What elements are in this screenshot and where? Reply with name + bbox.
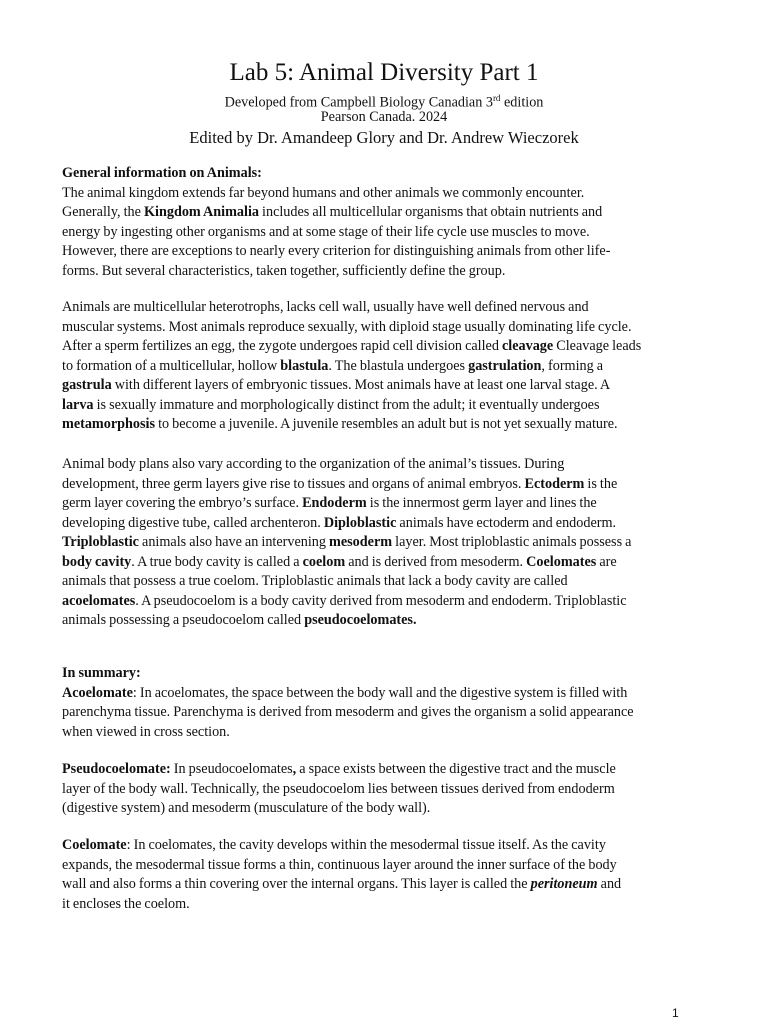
- animal-characteristics-paragraph: [62, 298, 692, 435]
- text-line: wall and also forms a thin covering over the internal organs. This layer is called the peritoneum and: [62, 876, 622, 892]
- page-number: 1: [672, 1006, 679, 1020]
- text-line: After a sperm fertilizes an egg, the zygote undergoes rapid cell division called cleavage Cleavage leads: [62, 338, 642, 354]
- text-line: germ layer covering the embryo’s surface. Endoderm is the innermost germ layer and lines the: [62, 495, 597, 511]
- text-line: Animals are multicellular heterotrophs, lacks cell wall, usually have well defined nervous and: [62, 299, 589, 315]
- publisher-line: Pearson Canada. 2024: [320, 109, 448, 125]
- text-line: layer of the body wall. Technically, the pseudocoelom lies between tissues derived from endoderm: [62, 780, 615, 797]
- source-line: Developed from Campbell Biology Canadian 3rd edition: [224, 93, 544, 111]
- text-line: to formation of a multicellular, hollow blastula. The blastula undergoes gastrulation, forming a: [62, 357, 604, 374]
- text-line: when viewed in cross section.: [62, 723, 230, 740]
- text-line: acoelomates. A pseudocoelom is a body cavity derived from mesoderm and endoderm. Triploblastic: [62, 592, 627, 609]
- text-line: Pseudocoelomate: In pseudocoelomates, a space exists between the digestive tract and the muscle: [62, 761, 616, 777]
- text-line: Triploblastic animals also have an intervening mesoderm layer. Most triploblastic animals possess a: [62, 534, 632, 550]
- page-title: Lab 5: Animal Diversity Part 1: [229, 59, 539, 86]
- text-line: Animal body plans also vary according to the organization of the animal’s tissues. During: [62, 456, 565, 472]
- text-line: expands, the mesodermal tissue forms a thin, continuous layer around the inner surface of the body: [62, 856, 617, 873]
- text-line: Acoelomate: In acoelomates, the space between the body wall and the digestive system is filled with: [62, 684, 628, 701]
- text-line: However, there are exceptions to nearly every criterion for distinguishing animals from other life-: [62, 243, 611, 259]
- text-line: it encloses the coelom.: [62, 895, 190, 912]
- text-line: energy by ingesting other organisms and at some stage of their life cycle use muscles to move.: [62, 223, 590, 240]
- text-line: development, three germ layers give rise to tissues and organs of animal embryos. Ectoderm is the: [62, 475, 618, 492]
- text-line: gastrula with different layers of embryonic tissues. Most animals have at least one larval stage. A: [62, 377, 611, 393]
- text-line: larva is sexually immature and morphologically distinct from the adult; it eventually undergoes: [62, 396, 600, 413]
- editors-line: Edited by Dr. Amandeep Glory and Dr. Andrew Wieczorek: [189, 128, 579, 147]
- summary-pseudocoelomate: [62, 760, 692, 819]
- section-heading: In summary:: [62, 665, 141, 681]
- text-line: body cavity. A true body cavity is called a coelom and is derived from mesoderm. Coelomates are: [62, 553, 617, 570]
- body-plans-paragraph: [62, 455, 692, 631]
- summary-coelomate: [62, 836, 692, 914]
- summary-acoelomate: [62, 664, 692, 742]
- text-line: parenchyma tissue. Parenchyma is derived from mesoderm and gives the organism a solid appearance: [62, 704, 634, 720]
- text-line: animals possessing a pseudocoelom called pseudocoelomates.: [62, 612, 417, 628]
- text-line: (digestive system) and mesoderm (musculature of the body wall).: [62, 800, 431, 816]
- text-line: Generally, the Kingdom Animalia includes all multicellular organisms that obtain nutrients and: [62, 204, 603, 220]
- text-line: metamorphosis to become a juvenile. A juvenile resembles an adult but is not yet sexually mature.: [62, 416, 618, 432]
- text-line: muscular systems. Most animals reproduce sexually, with diploid stage usually dominating life cycle.: [62, 318, 632, 335]
- section-heading: General information on Animals:: [62, 165, 262, 181]
- general-info-section: [62, 164, 692, 281]
- text-line: The animal kingdom extends far beyond humans and other animals we commonly encounter.: [62, 184, 585, 201]
- text-line: Coelomate: In coelomates, the cavity develops within the mesodermal tissue itself. As the cavity: [62, 837, 606, 853]
- text-line: forms. But several characteristics, taken together, sufficiently define the group.: [62, 262, 506, 279]
- text-line: developing digestive tube, called archenteron. Diploblastic animals have ectoderm and endoderm.: [62, 514, 617, 531]
- text-line: animals that possess a true coelom. Triploblastic animals that lack a body cavity are called: [62, 573, 568, 589]
